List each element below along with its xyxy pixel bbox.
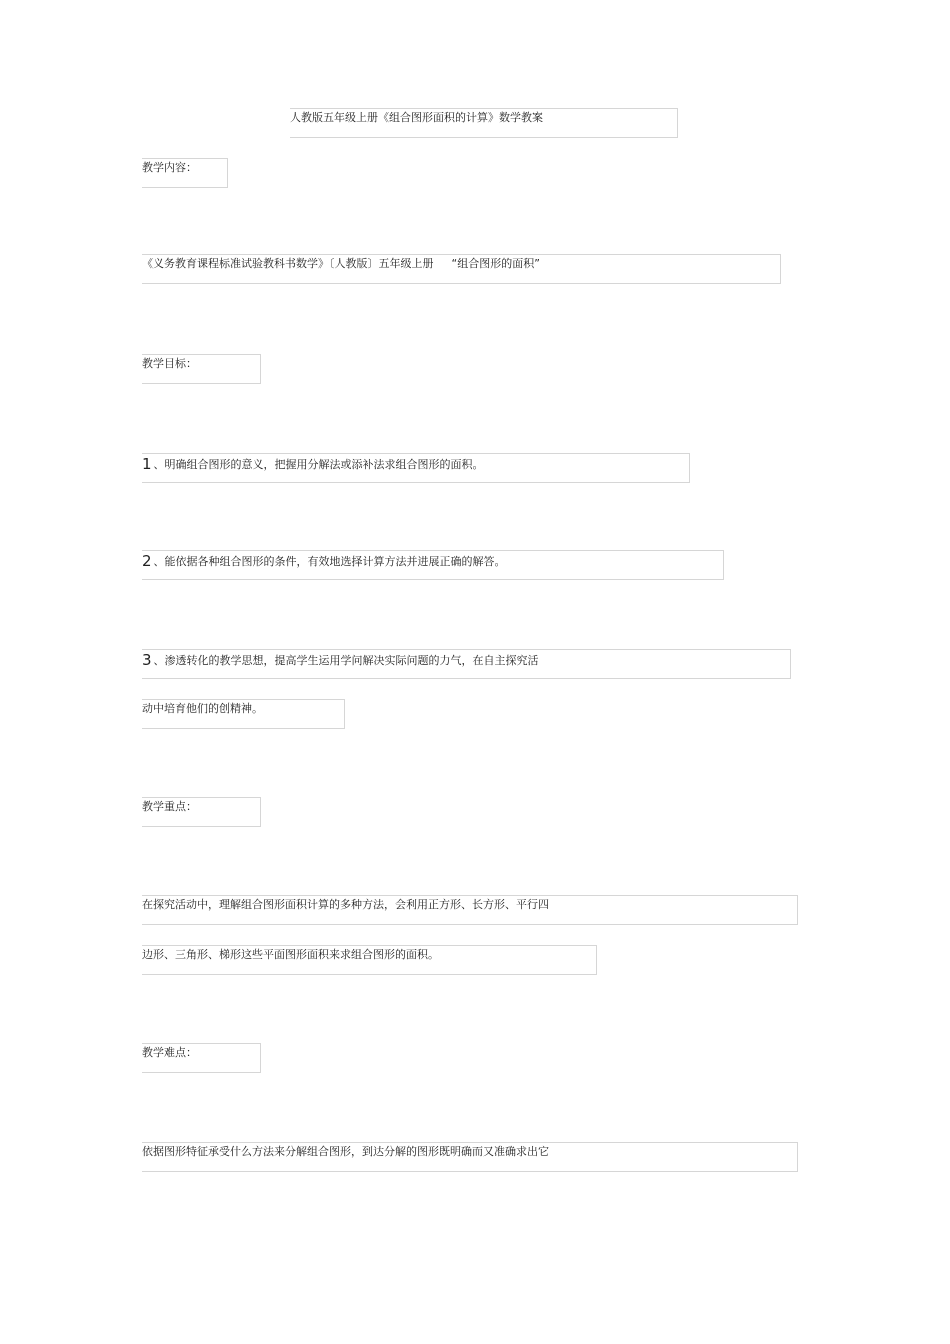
teaching-content-heading-text: 教学内容：	[142, 161, 197, 174]
key-points-text: 在探究活动中，理解组合图形面积计算的多种方法，会利用正方形、长方形、平行四	[142, 898, 549, 911]
goal-text: 、能依据各种组合图形的条件，有效地选择计算方法并进展正确的解答。	[153, 555, 506, 568]
goal-item-3-continued	[142, 699, 345, 729]
document-title	[290, 108, 678, 138]
goal-item-2	[142, 550, 724, 580]
teaching-content-text	[142, 254, 781, 284]
difficulty-line-1	[142, 1142, 798, 1172]
goal-item-1	[142, 453, 690, 483]
key-points-heading	[142, 797, 261, 827]
difficulty-text: 依据图形特征承受什么方法来分解组合图形，到达分解的图形既明确而又准确求出它	[142, 1145, 549, 1158]
key-points-line-1	[142, 895, 798, 925]
goal-number: 1	[142, 455, 152, 473]
goal-item-3	[142, 649, 791, 679]
key-points-text: 边形、三角形、梯形这些平面图形面积来求组合图形的面积。	[142, 948, 439, 961]
key-points-line-2	[142, 945, 597, 975]
document-title-text: 人教版五年级上册《组合图形面积的计算》数学教案	[290, 111, 543, 124]
goal-text: 、渗透转化的教学思想，提高学生运用学问解决实际问题的力气，在自主探究活	[153, 654, 539, 667]
textbook-name: 《义务教育课程标准试验教科书数学》〔人教版〕五年级上册	[142, 257, 434, 270]
teaching-content-heading	[142, 158, 228, 188]
difficulty-heading	[142, 1043, 261, 1073]
teaching-goals-heading-text: 教学目标：	[142, 357, 197, 370]
goal-number: 3	[142, 651, 152, 669]
key-points-heading-text: 教学重点：	[142, 800, 197, 813]
difficulty-heading-text: 教学难点：	[142, 1046, 197, 1059]
goal-number: 2	[142, 552, 152, 570]
teaching-goals-heading	[142, 354, 261, 384]
goal-text: 、明确组合图形的意义，把握用分解法或添补法求组合图形的面积。	[153, 458, 484, 471]
lesson-topic: “组合图形的面积”	[451, 257, 540, 270]
goal-text: 动中培育他们的创精神。	[142, 702, 263, 715]
